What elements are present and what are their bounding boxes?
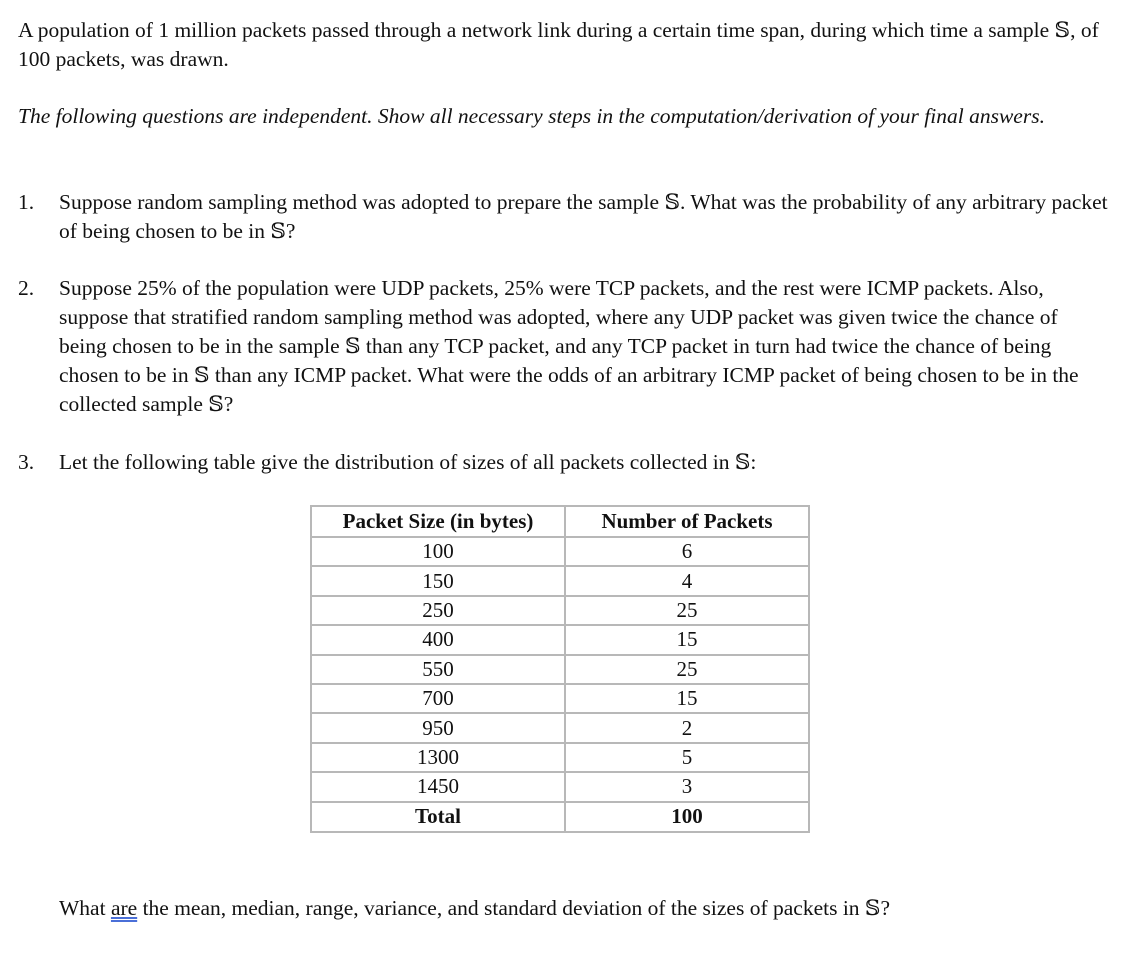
- packet-size-cell: 950: [311, 713, 565, 742]
- instructions-paragraph: The following questions are independent. Show all necessary steps in the computation/derivation of your final answers.: [18, 104, 1045, 128]
- packet-count-cell: 25: [565, 596, 809, 625]
- question-number: 3.: [18, 450, 35, 474]
- packet-size-cell: 400: [311, 625, 565, 654]
- underlined-word: are: [110, 896, 138, 920]
- packet-size-table: [310, 505, 810, 833]
- table-row: [311, 743, 809, 772]
- column-header-number-of-packets: Number of Packets: [565, 506, 809, 537]
- packet-count-cell: 2: [565, 713, 809, 742]
- question-3: [18, 448, 1108, 477]
- final-question-end: the mean, median, range, variance, and standard deviation of the sizes of packets in 𝕊?: [137, 896, 890, 920]
- question-text: Suppose 25% of the population were UDP packets, 25% were TCP packets, and the rest were ICMP packets. Also, suppose that stratified random sampling method was adopted, where any UDP packet was given twice the chance of being chosen to be in the sample 𝕊 than any TCP packet, and any TCP packet in turn had twice the chance of being chosen to be in 𝕊 than any ICMP packet. What were the odds of an arbitrary ICMP packet of being chosen to be in the collected sample 𝕊?: [59, 276, 1079, 416]
- table-row: [311, 596, 809, 625]
- column-header-packet-size: Packet Size (in bytes): [311, 506, 565, 537]
- packet-size-cell: 150: [311, 566, 565, 595]
- question-1: [18, 188, 1108, 246]
- packet-count-cell: 5: [565, 743, 809, 772]
- question-2: [18, 274, 1108, 419]
- packet-count-cell: 4: [565, 566, 809, 595]
- packet-size-cell: 700: [311, 684, 565, 713]
- packet-size-cell: 100: [311, 537, 565, 566]
- table-total-row: [311, 802, 809, 832]
- question-text: Suppose random sampling method was adopted to prepare the sample 𝕊. What was the probability of any arbitrary packet of being chosen to be in 𝕊?: [59, 190, 1108, 243]
- table-row: [311, 566, 809, 595]
- question-number: 1.: [18, 190, 35, 214]
- table-row: [311, 713, 809, 742]
- final-question-start: What: [59, 896, 111, 920]
- packet-size-cell: 1450: [311, 772, 565, 801]
- packet-count-cell: 25: [565, 655, 809, 684]
- table-row: [311, 625, 809, 654]
- table-row: [311, 655, 809, 684]
- packet-count-cell: 15: [565, 684, 809, 713]
- packet-size-cell: 1300: [311, 743, 565, 772]
- table-header-row: [311, 506, 809, 537]
- intro-paragraph: A population of 1 million packets passed through a network link during a certain time span, during which time a sample 𝕊, of 100 packets, was drawn.: [18, 18, 1099, 71]
- packet-count-cell: 3: [565, 772, 809, 801]
- table-row: [311, 772, 809, 801]
- table-row: [311, 537, 809, 566]
- packet-count-cell: 15: [565, 625, 809, 654]
- packet-count-cell: 6: [565, 537, 809, 566]
- total-value: 100: [565, 802, 809, 832]
- final-question: [59, 894, 1099, 923]
- question-text: Let the following table give the distribution of sizes of all packets collected in 𝕊:: [59, 450, 757, 474]
- total-label: Total: [311, 802, 565, 832]
- table-row: [311, 684, 809, 713]
- question-number: 2.: [18, 276, 35, 300]
- packet-size-cell: 250: [311, 596, 565, 625]
- packet-size-cell: 550: [311, 655, 565, 684]
